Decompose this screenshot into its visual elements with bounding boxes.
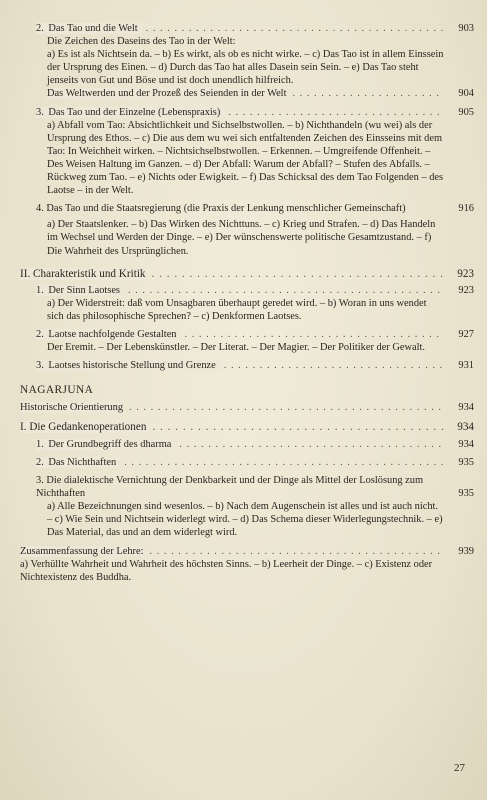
entry-subitems: a) Alle Bezeichnungen sind wesenlos. – b) Nach dem Augenschein ist alles und ist auch nicht. – c) Wie Sein und Nichtsein widerlegt wird. – d) Das Schema dieser Widerlegungstechnik. – e) Das Material, das und an dem widerlegt wird. [47, 500, 443, 539]
entry-number: 2. [36, 23, 44, 34]
section-title: I. Die Gedankenoperationen [20, 421, 147, 434]
entry-subitems: a) Der Staatslenker. – b) Das Wirken des Nichttuns. – c) Krieg und Strafen. – d) Das Handeln im Wechsel und Werden der Dinge. – e) Der wünschenswerte politische Gesamtzustand. – f) Die Wahrheit des Ursprünglichen. [47, 219, 436, 257]
section-title: II. Charakteristik und Kritik [20, 267, 146, 280]
entry-page: 931 [458, 360, 474, 372]
entry-page: 903 [458, 23, 474, 34]
entry-title: Laotses historische Stellung und Grenze [48, 360, 216, 372]
entry-page: 935 [458, 487, 474, 499]
page-number: 27 [454, 762, 465, 774]
entry-title: Das Tao und die Welt [48, 23, 138, 34]
entry-title: Das Weltwerden und der Prozeß des Seienden in der Welt [47, 88, 287, 100]
entry-number: 1. [36, 438, 44, 450]
entry-page: 935 [458, 456, 474, 468]
toc-section [20, 421, 474, 434]
entry-number: 2. [36, 328, 44, 340]
entry-title: Laotse nachfolgende Gestalten [48, 328, 177, 340]
entry-page: 923 [457, 267, 474, 280]
entry-number: 3. [36, 474, 44, 486]
entry-page: 939 [458, 546, 474, 558]
entry-page: 904 [458, 88, 474, 100]
toc-entry [20, 359, 474, 372]
entry-number: 3. [36, 360, 44, 372]
entry-subitems: a) Der Widerstreit: daß vom Unsagbaren überhaupt geredet wird. – b) Woran in uns wendet sich das philosophische Sprechen? – c) Denkformen Laotses. [47, 297, 427, 322]
entry-subtitle: Die Zeichen des Daseins des Tao in der Welt: [47, 36, 236, 48]
entry-page: 934 [458, 438, 474, 450]
entry-page: 927 [458, 328, 474, 340]
toc-entry [20, 456, 474, 469]
toc-entry [20, 545, 474, 584]
toc-entry [20, 401, 474, 414]
entry-number: 1. [36, 284, 44, 296]
toc-entry [20, 22, 474, 101]
entry-number: 2. [36, 456, 44, 468]
entry-page: 934 [458, 402, 474, 414]
entry-title: Das Nichthaften [48, 456, 117, 468]
entry-subitems: a) Abfall vom Tao: Absichtlichkeit und Sichselbstwollen. – b) Nichthandeln (wu wei) als der Ursprung des Ethos. – c) Die aus dem wu wei sich entfaltenden Zeichen des Einsseins mit dem Tao: In Weichheit wirken. – Nichtsichselbstwollen. – Erkennen. – Umgreifende Offenheit. – Des Weisen Haltung im Ganzen. – d) Der Abfall: Warum der Abfall? – Stufen des Abfalls. – Rückweg zum Tao. – e) Nichts oder Ewigkeit. – f) Das Schicksal des dem Tao Folgenden – des Laotse – in der Welt. [47, 119, 444, 197]
entry-title: Das Tao und die Staatsregierung (die Praxis der Lenkung menschlicher Gemeinschaft) [46, 203, 406, 215]
entry-title: Die dialektische Vernichtung der Denkbarkeit und der Dinge als Mittel der Loslösung zum Nichthaften [36, 474, 424, 499]
toc-entry [20, 106, 474, 198]
entry-subitems: a) Verhüllte Wahrheit und Wahrheit des höchsten Sinns. – b) Leerheit der Dinge. – c) Existenz oder Nichtexistenz des Buddha. [20, 559, 433, 584]
toc-entry [20, 474, 474, 539]
toc-section [20, 268, 474, 281]
entry-subitems: Der Eremit. – Der Lebenskünstler. – Der Literat. – Der Magier. – Der Politiker der Gewalt. [47, 342, 425, 354]
table-of-contents [20, 22, 474, 587]
entry-page: 934 [457, 421, 474, 434]
entry-page: 923 [458, 284, 474, 296]
chapter-title: NAGARJUNA [20, 384, 94, 397]
entry-title: Der Grundbegriff des dharma [48, 438, 172, 450]
entry-title: Zusammenfassung der Lehre: [20, 546, 144, 558]
entry-number: 4. [36, 203, 44, 215]
toc-chapter [20, 384, 474, 397]
toc-entry [20, 284, 474, 323]
toc-entry [20, 438, 474, 451]
entry-title: Der Sinn Laotses [48, 284, 120, 296]
entry-number: 3. [36, 106, 44, 118]
entry-page: 905 [458, 106, 474, 118]
toc-entry [20, 202, 474, 257]
entry-title: Das Tao und der Einzelne (Lebenspraxis) [48, 106, 221, 118]
entry-title: Historische Orientierung [20, 402, 124, 414]
toc-entry [20, 328, 474, 354]
entry-subitems: a) Es ist als Nichtsein da. – b) Es wirkt, als ob es nicht wirke. – c) Das Tao ist in allem Einssein der Ursprung des Einen. – d) Durch das Tao hat alles Dasein sein Sein. – e) Das Tao steht jenseits von Gut und Böse und ist doch unendlich hilfreich. [47, 49, 444, 87]
entry-page: 916 [458, 203, 474, 215]
